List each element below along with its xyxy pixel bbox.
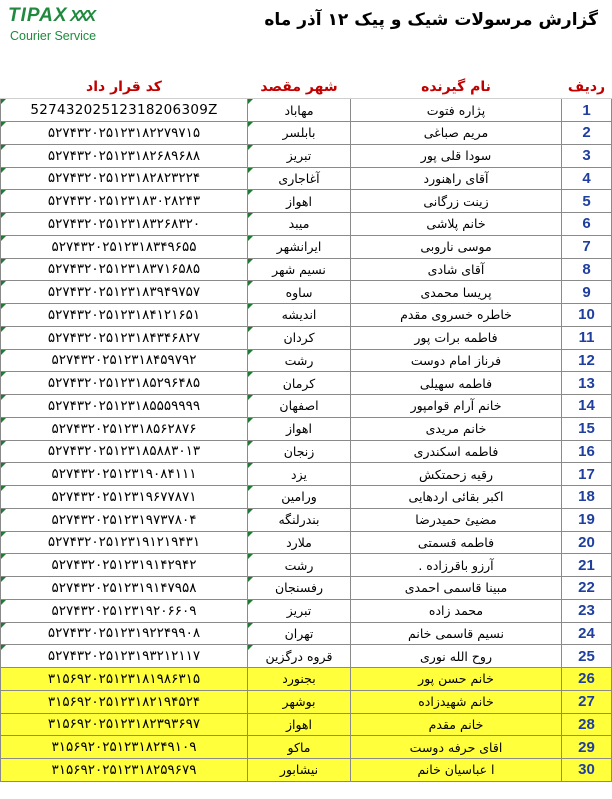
contract-code-cell xyxy=(1,759,248,782)
cell-marker-icon xyxy=(248,554,253,559)
destination-city-cell xyxy=(248,463,351,486)
destination-city-cell xyxy=(248,144,351,167)
contract-code: ۵۲۷۴۳۲۰۲۵۱۲۳۱۸۲۲۷۹۷۱۵ xyxy=(47,124,201,141)
destination-city: اندیشه xyxy=(281,307,317,323)
contract-code-cell xyxy=(1,690,248,713)
recipient-name: خانم شهیدزاده xyxy=(351,690,562,713)
table-row xyxy=(1,531,612,554)
contract-code: ۵۲۷۴۳۲۰۲۵۱۲۳۱۸۴۳۴۶۸۲۷ xyxy=(47,329,201,346)
cell-marker-icon xyxy=(248,623,253,628)
cell-marker-icon xyxy=(248,259,253,264)
table-row xyxy=(1,372,612,395)
contract-code: ۵۲۷۴۳۲۰۲۵۱۲۳۱۹۲۰۶۶۰۹ xyxy=(51,602,197,619)
contract-code-cell xyxy=(1,531,248,554)
contract-code-cell xyxy=(1,349,248,372)
recipient-name: آقای شادی xyxy=(351,258,562,281)
contract-code: ۳۱۵۶۹۲۰۲۵۱۲۳۱۸۱۹۸۶۳۱۵ xyxy=(47,670,201,687)
row-number: 1 xyxy=(562,99,612,122)
row-number: 29 xyxy=(562,736,612,759)
contract-code: ۵۲۷۴۳۲۰۲۵۱۲۳۱۹۱۴۲۹۴۲ xyxy=(51,557,197,574)
cell-marker-icon xyxy=(1,145,6,150)
destination-city: یزد xyxy=(291,466,307,482)
contract-code: ۵۲۷۴۳۲۰۲۵۱۲۳۱۸۳۲۶۸۳۲۰ xyxy=(47,215,201,232)
contract-code-cell xyxy=(1,599,248,622)
contract-code-cell xyxy=(1,463,248,486)
destination-city-cell xyxy=(248,645,351,668)
contract-code-cell xyxy=(1,190,248,213)
destination-city: کرمان xyxy=(282,375,316,391)
report-header xyxy=(0,0,612,50)
contract-code: 52743202512318206309Z xyxy=(30,102,218,119)
table-row xyxy=(1,417,612,440)
cell-marker-icon xyxy=(1,190,6,195)
row-number: 3 xyxy=(562,144,612,167)
recipient-name: رقیه زحمتکش xyxy=(351,463,562,486)
recipient-name: زینت زرگانی xyxy=(351,190,562,213)
recipient-name: فاطمه اسکندری xyxy=(351,440,562,463)
destination-city-cell xyxy=(248,759,351,782)
destination-city-cell xyxy=(248,554,351,577)
recipient-name: پریسا محمدی xyxy=(351,281,562,304)
recipient-name: مریم صباغی xyxy=(351,122,562,145)
contract-code-cell xyxy=(1,281,248,304)
recipient-name: نسیم قاسمی خانم xyxy=(351,622,562,645)
contract-code: ۳۱۵۶۹۲۰۲۵۱۲۳۱۸۲۱۹۴۵۲۴ xyxy=(47,693,201,710)
recipient-name: فرناز امام دوست xyxy=(351,349,562,372)
cell-marker-icon xyxy=(248,509,253,514)
contract-code-cell xyxy=(1,213,248,236)
recipient-name: خانم پلاشی xyxy=(351,213,562,236)
recipient-name: خانم مقدم xyxy=(351,713,562,736)
header-recipient-name: نام گیرنده xyxy=(351,76,562,99)
table-row xyxy=(1,736,612,759)
destination-city: قروه درگزین xyxy=(265,648,333,664)
cell-marker-icon xyxy=(248,281,253,286)
destination-city-cell xyxy=(248,713,351,736)
row-number: 25 xyxy=(562,645,612,668)
table-row xyxy=(1,599,612,622)
contract-code-cell xyxy=(1,258,248,281)
cell-marker-icon xyxy=(1,418,6,423)
contract-code: ۵۲۷۴۳۲۰۲۵۱۲۳۱۹۰۸۴۱۱۱ xyxy=(51,466,197,483)
row-number: 23 xyxy=(562,599,612,622)
destination-city-cell xyxy=(248,349,351,372)
table-row xyxy=(1,235,612,258)
destination-city: اهواز xyxy=(285,193,313,209)
destination-city: کردان xyxy=(283,330,315,346)
cell-marker-icon xyxy=(248,577,253,582)
destination-city: بابلسر xyxy=(282,125,316,141)
contract-code: ۵۲۷۴۳۲۰۲۵۱۲۳۱۸۵۵۵۹۹۹۹ xyxy=(47,397,201,414)
shipments-table xyxy=(0,76,612,782)
table-header-row xyxy=(1,76,612,99)
row-number: 2 xyxy=(562,122,612,145)
destination-city-cell xyxy=(248,577,351,600)
row-number: 24 xyxy=(562,622,612,645)
table-row xyxy=(1,144,612,167)
contract-code-cell xyxy=(1,486,248,509)
cell-marker-icon xyxy=(248,486,253,491)
tipax-logo xyxy=(8,6,118,46)
recipient-name: موسی ناروبی xyxy=(351,235,562,258)
table-row xyxy=(1,463,612,486)
cell-marker-icon xyxy=(1,600,6,605)
logo-wordmark: TIPAX xyxy=(8,5,68,26)
contract-code-cell xyxy=(1,577,248,600)
contract-code: ۵۲۷۴۳۲۰۲۵۱۲۳۱۹۶۷۷۸۷۱ xyxy=(51,488,197,505)
cell-marker-icon xyxy=(1,213,6,218)
recipient-name: اکبر بقائی اردهایی xyxy=(351,486,562,509)
cell-marker-icon xyxy=(1,577,6,582)
logo-subtitle: Courier Service xyxy=(10,29,97,43)
cell-marker-icon xyxy=(248,463,253,468)
contract-code: ۵۲۷۴۳۲۰۲۵۱۲۳۱۸۲۶۸۹۶۸۸ xyxy=(47,147,201,164)
destination-city-cell xyxy=(248,122,351,145)
table-row xyxy=(1,486,612,509)
contract-code-cell xyxy=(1,99,248,122)
recipient-name: مبینا قاسمی احمدی xyxy=(351,577,562,600)
contract-code: ۵۲۷۴۳۲۰۲۵۱۲۳۱۸۲۸۲۳۲۲۴ xyxy=(47,170,201,187)
cell-marker-icon xyxy=(248,304,253,309)
destination-city-cell xyxy=(248,281,351,304)
contract-code: ۵۲۷۴۳۲۰۲۵۱۲۳۱۸۳۴۹۶۵۵ xyxy=(51,238,197,255)
row-number: 8 xyxy=(562,258,612,281)
destination-city: مهاباد xyxy=(284,102,314,118)
contract-code: ۳۱۵۶۹۲۰۲۵۱۲۳۱۸۲۵۹۶۷۹ xyxy=(51,761,197,778)
destination-city-cell xyxy=(248,213,351,236)
contract-code: ۵۲۷۴۳۲۰۲۵۱۲۳۱۸۴۱۲۱۶۵۱ xyxy=(47,306,201,323)
recipient-name: پژاره فتوت xyxy=(351,99,562,122)
cell-marker-icon xyxy=(248,213,253,218)
recipient-name: روح الله نوری xyxy=(351,645,562,668)
destination-city: تبریز xyxy=(286,603,312,619)
cell-marker-icon xyxy=(1,372,6,377)
table-row xyxy=(1,326,612,349)
destination-city-cell xyxy=(248,417,351,440)
row-number: 14 xyxy=(562,395,612,418)
row-number: 19 xyxy=(562,508,612,531)
destination-city: زنجان xyxy=(283,443,315,459)
row-number: 18 xyxy=(562,486,612,509)
cell-marker-icon xyxy=(248,327,253,332)
destination-city-cell xyxy=(248,395,351,418)
destination-city: نسیم شهر xyxy=(272,261,326,277)
recipient-name: سودا قلی پور xyxy=(351,144,562,167)
contract-code: ۵۲۷۴۳۲۰۲۵۱۲۳۱۹۲۲۴۹۹۰۸ xyxy=(47,625,201,642)
destination-city-cell xyxy=(248,622,351,645)
cell-marker-icon xyxy=(1,441,6,446)
cell-marker-icon xyxy=(248,190,253,195)
destination-city: اهواز xyxy=(285,421,313,437)
table-body xyxy=(1,99,612,782)
contract-code-cell xyxy=(1,622,248,645)
cell-marker-icon xyxy=(248,395,253,400)
cell-marker-icon xyxy=(248,418,253,423)
cell-marker-icon xyxy=(248,236,253,241)
contract-code: ۵۲۷۴۳۲۰۲۵۱۲۳۱۹۷۳۷۸۰۴ xyxy=(51,511,197,528)
recipient-name: خاطره خسروی مقدم xyxy=(351,304,562,327)
contract-code-cell xyxy=(1,554,248,577)
contract-code: ۳۱۵۶۹۲۰۲۵۱۲۳۱۸۲۳۹۳۶۹۷ xyxy=(47,716,201,733)
destination-city-cell xyxy=(248,235,351,258)
row-number: 4 xyxy=(562,167,612,190)
row-number: 17 xyxy=(562,463,612,486)
destination-city: آغاجاری xyxy=(278,170,320,186)
recipient-name: ا عباسیان خانم xyxy=(351,759,562,782)
contract-code-cell xyxy=(1,668,248,691)
cell-marker-icon xyxy=(248,600,253,605)
table-row xyxy=(1,713,612,736)
row-number: 22 xyxy=(562,577,612,600)
cell-marker-icon xyxy=(1,99,6,104)
table-row xyxy=(1,167,612,190)
row-number: 15 xyxy=(562,417,612,440)
contract-code-cell xyxy=(1,713,248,736)
report-title: گزارش مرسولات شیک و پیک ۱۲ آذر ماه xyxy=(264,10,598,30)
destination-city: ورامین xyxy=(281,489,317,505)
header-contract-code: کد قرار داد xyxy=(1,76,248,99)
destination-city-cell xyxy=(248,258,351,281)
recipient-name: آرزو باقرزاده . xyxy=(351,554,562,577)
contract-code: ۵۲۷۴۳۲۰۲۵۱۲۳۱۸۳۰۲۸۲۴۳ xyxy=(47,193,201,210)
row-number: 10 xyxy=(562,304,612,327)
destination-city: میبد xyxy=(288,216,310,232)
contract-code-cell xyxy=(1,395,248,418)
row-number: 5 xyxy=(562,190,612,213)
logo-chevrons-icon: XXX xyxy=(70,8,94,25)
destination-city: ماکو xyxy=(287,739,311,755)
row-number: 28 xyxy=(562,713,612,736)
cell-marker-icon xyxy=(1,645,6,650)
destination-city-cell xyxy=(248,668,351,691)
row-number: 20 xyxy=(562,531,612,554)
cell-marker-icon xyxy=(1,395,6,400)
cell-marker-icon xyxy=(248,350,253,355)
table-row xyxy=(1,554,612,577)
cell-marker-icon xyxy=(248,532,253,537)
recipient-name: خانم آرام قوامپور xyxy=(351,395,562,418)
table-row xyxy=(1,577,612,600)
recipient-name: اقای حرفه دوست xyxy=(351,736,562,759)
destination-city-cell xyxy=(248,99,351,122)
cell-marker-icon xyxy=(248,645,253,650)
contract-code-cell xyxy=(1,372,248,395)
row-number: 16 xyxy=(562,440,612,463)
destination-city-cell xyxy=(248,508,351,531)
row-number: 26 xyxy=(562,668,612,691)
table-row xyxy=(1,281,612,304)
contract-code: ۵۲۷۴۳۲۰۲۵۱۲۳۱۸۳۷۱۶۵۸۵ xyxy=(47,261,201,278)
destination-city-cell xyxy=(248,486,351,509)
cell-marker-icon xyxy=(1,304,6,309)
contract-code: ۵۲۷۴۳۲۰۲۵۱۲۳۱۹۱۲۱۹۴۳۱ xyxy=(47,534,201,551)
destination-city: بجنورد xyxy=(282,671,316,687)
table-row xyxy=(1,213,612,236)
recipient-name: فاطمه قسمتی xyxy=(351,531,562,554)
table-row xyxy=(1,258,612,281)
recipient-name: مضیئ حمیدرضا xyxy=(351,508,562,531)
contract-code: ۵۲۷۴۳۲۰۲۵۱۲۳۱۸۵۸۸۳۰۱۳ xyxy=(47,443,201,460)
cell-marker-icon xyxy=(1,122,6,127)
contract-code-cell xyxy=(1,440,248,463)
destination-city: رفسنجان xyxy=(275,580,323,596)
recipient-name: خانم حسن پور xyxy=(351,668,562,691)
destination-city: اهواز xyxy=(285,716,313,732)
destination-city: تهران xyxy=(284,625,314,641)
contract-code: ۳۱۵۶۹۲۰۲۵۱۲۳۱۸۲۴۹۱۰۹ xyxy=(51,739,197,756)
row-number: 13 xyxy=(562,372,612,395)
destination-city-cell xyxy=(248,690,351,713)
contract-code-cell xyxy=(1,645,248,668)
row-number: 6 xyxy=(562,213,612,236)
row-number: 11 xyxy=(562,326,612,349)
destination-city-cell xyxy=(248,599,351,622)
row-number: 27 xyxy=(562,690,612,713)
destination-city: بوشهر xyxy=(282,694,316,710)
destination-city-cell xyxy=(248,736,351,759)
destination-city-cell xyxy=(248,304,351,327)
cell-marker-icon xyxy=(1,509,6,514)
table-row xyxy=(1,122,612,145)
contract-code-cell xyxy=(1,508,248,531)
table-row xyxy=(1,99,612,122)
cell-marker-icon xyxy=(248,441,253,446)
cell-marker-icon xyxy=(1,236,6,241)
header-row-number: ردیف xyxy=(562,76,612,99)
cell-marker-icon xyxy=(1,486,6,491)
contract-code: ۵۲۷۴۳۲۰۲۵۱۲۳۱۸۴۵۹۷۹۲ xyxy=(51,352,197,369)
destination-city-cell xyxy=(248,326,351,349)
recipient-name: خانم مریدی xyxy=(351,417,562,440)
table-row xyxy=(1,508,612,531)
destination-city: رشت xyxy=(284,352,314,368)
cell-marker-icon xyxy=(248,168,253,173)
contract-code: ۵۲۷۴۳۲۰۲۵۱۲۳۱۸۵۶۲۸۷۶ xyxy=(51,420,197,437)
contract-code-cell xyxy=(1,144,248,167)
cell-marker-icon xyxy=(248,145,253,150)
row-number: 30 xyxy=(562,759,612,782)
contract-code-cell xyxy=(1,326,248,349)
contract-code: ۵۲۷۴۳۲۰۲۵۱۲۳۱۸۳۹۴۹۷۵۷ xyxy=(47,284,201,301)
destination-city-cell xyxy=(248,167,351,190)
cell-marker-icon xyxy=(248,372,253,377)
contract-code: ۵۲۷۴۳۲۰۲۵۱۲۳۱۹۳۲۱۲۱۱۷ xyxy=(47,648,201,665)
table-row xyxy=(1,690,612,713)
destination-city-cell xyxy=(248,440,351,463)
table-row xyxy=(1,304,612,327)
recipient-name: فاطمه سهیلی xyxy=(351,372,562,395)
row-number: 7 xyxy=(562,235,612,258)
cell-marker-icon xyxy=(1,554,6,559)
recipient-name: آقای راهنورد xyxy=(351,167,562,190)
row-number: 12 xyxy=(562,349,612,372)
contract-code-cell xyxy=(1,417,248,440)
cell-marker-icon xyxy=(248,99,253,104)
cell-marker-icon xyxy=(1,259,6,264)
row-number: 21 xyxy=(562,554,612,577)
contract-code: ۵۲۷۴۳۲۰۲۵۱۲۳۱۹۱۴۷۹۵۸ xyxy=(51,579,197,596)
destination-city: ایرانشهر xyxy=(276,239,322,255)
table-row xyxy=(1,190,612,213)
destination-city: رشت xyxy=(284,557,314,573)
table-row xyxy=(1,668,612,691)
cell-marker-icon xyxy=(1,532,6,537)
row-number: 9 xyxy=(562,281,612,304)
header-destination-city: شهر مقصد xyxy=(248,76,351,99)
recipient-name: فاطمه برات پور xyxy=(351,326,562,349)
contract-code-cell xyxy=(1,167,248,190)
table-row xyxy=(1,622,612,645)
destination-city-cell xyxy=(248,190,351,213)
table-row xyxy=(1,759,612,782)
contract-code-cell xyxy=(1,235,248,258)
destination-city: ساوه xyxy=(285,284,313,300)
table-row xyxy=(1,395,612,418)
cell-marker-icon xyxy=(248,122,253,127)
contract-code-cell xyxy=(1,736,248,759)
cell-marker-icon xyxy=(1,463,6,468)
destination-city: اصفهان xyxy=(279,398,319,414)
table-row xyxy=(1,645,612,668)
contract-code: ۵۲۷۴۳۲۰۲۵۱۲۳۱۸۵۲۹۶۴۸۵ xyxy=(47,375,201,392)
cell-marker-icon xyxy=(1,623,6,628)
table-row xyxy=(1,349,612,372)
destination-city: تبریز xyxy=(286,148,312,164)
destination-city: نیشابور xyxy=(279,762,319,778)
recipient-name: محمد زاده xyxy=(351,599,562,622)
contract-code-cell xyxy=(1,122,248,145)
cell-marker-icon xyxy=(1,350,6,355)
cell-marker-icon xyxy=(1,327,6,332)
destination-city-cell xyxy=(248,531,351,554)
destination-city: ملارد xyxy=(286,534,312,550)
cell-marker-icon xyxy=(1,168,6,173)
table-row xyxy=(1,440,612,463)
destination-city: بندرلنگه xyxy=(278,512,320,528)
destination-city-cell xyxy=(248,372,351,395)
cell-marker-icon xyxy=(1,281,6,286)
contract-code-cell xyxy=(1,304,248,327)
